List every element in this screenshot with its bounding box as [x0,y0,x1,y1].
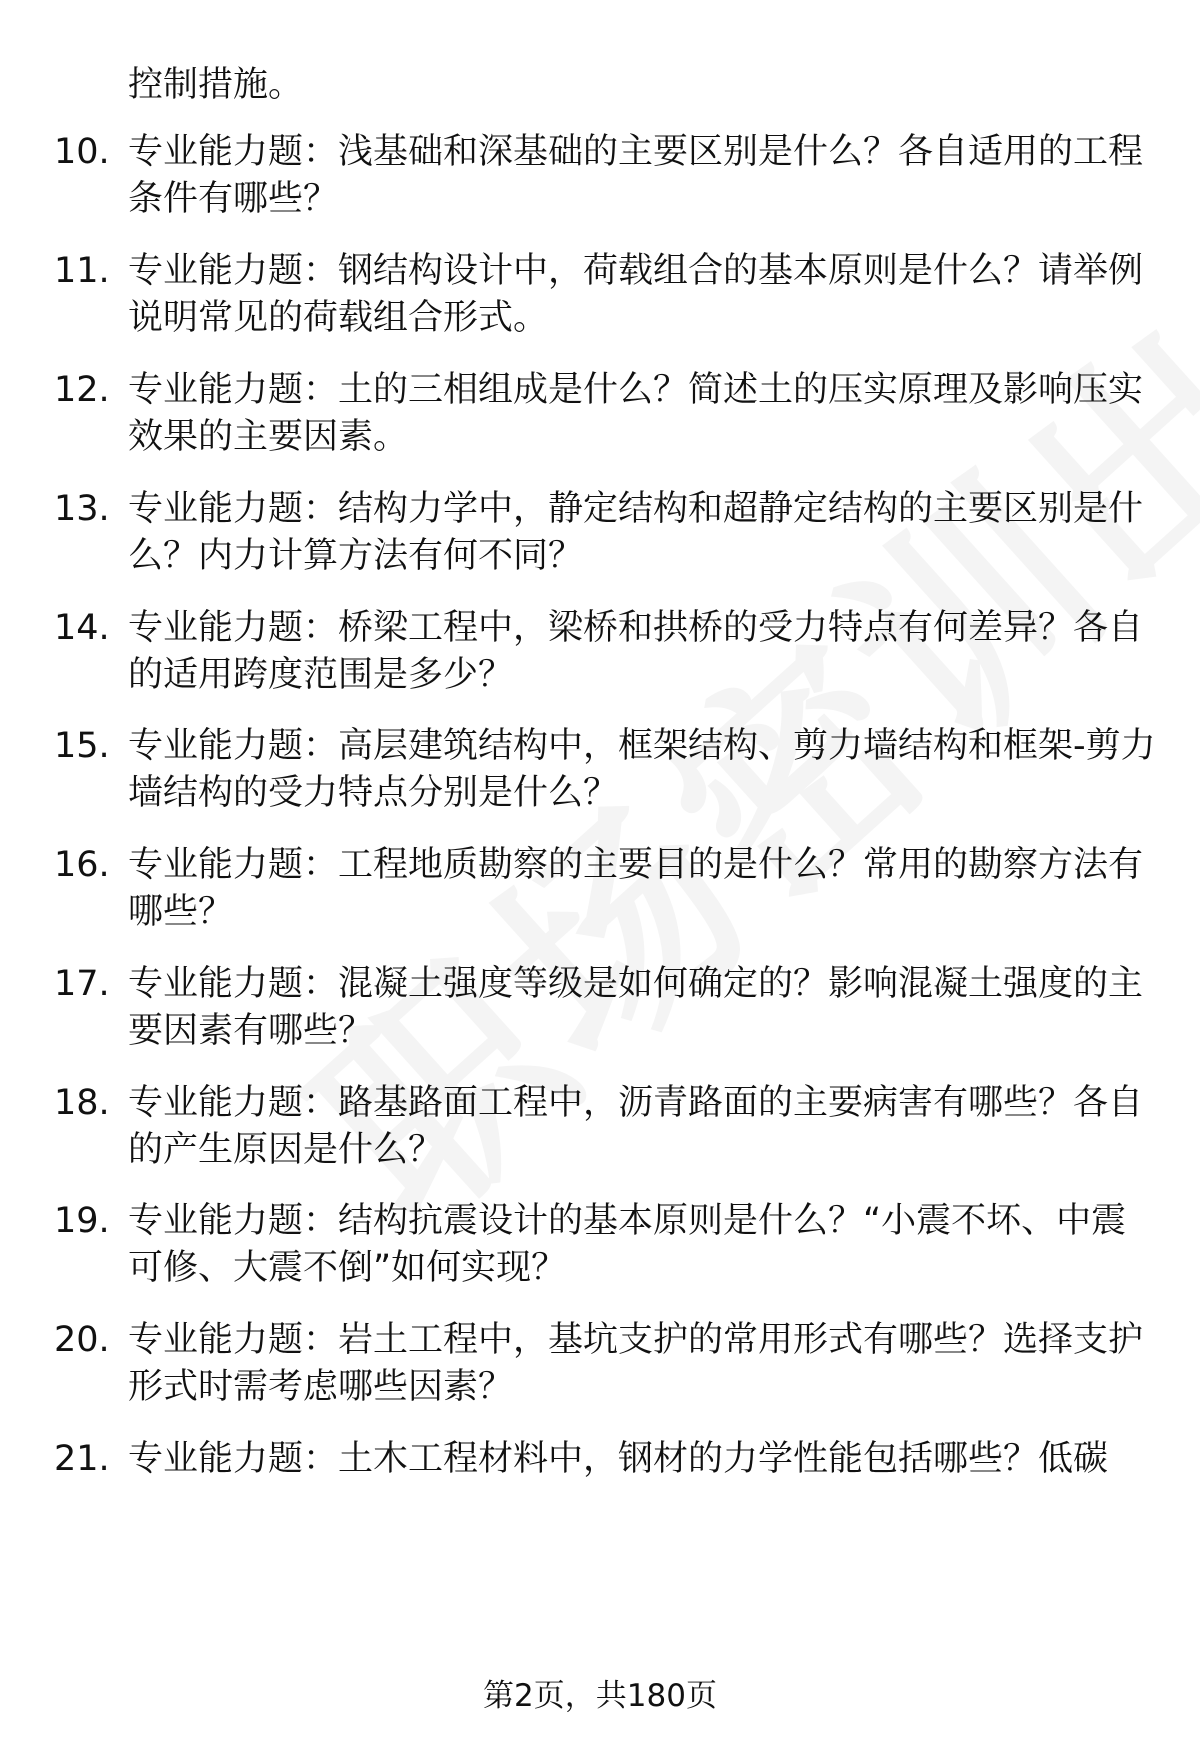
item-number: 13. [54,489,110,529]
page-footer: 第2页，共180页 [483,1678,717,1714]
item-text: 专业能力题：高层建筑结构中，框架结构、剪力墙结构和框架-剪力墙结构的受力特点分别是什么？ [128,726,1156,813]
item-number: 12. [54,370,110,410]
item-number: 18. [54,1083,110,1123]
item-text: 专业能力题：混凝土强度等级是如何确定的？影响混凝土强度的主要因素有哪些？ [128,964,1144,1051]
item-number: 17. [54,964,110,1004]
item-text: 专业能力题：浅基础和深基础的主要区别是什么？各自适用的工程条件有哪些？ [128,132,1144,219]
item-number: 16. [54,845,110,885]
item-text: 专业能力题：路基路面工程中，沥青路面的主要病害有哪些？各自的产生原因是什么？ [128,1083,1144,1170]
item-number: 15. [54,726,110,766]
item-number: 21. [54,1439,110,1479]
item-text: 专业能力题：岩土工程中，基坑支护的常用形式有哪些？选择支护形式时需考虑哪些因素？ [128,1320,1144,1407]
item-number: 11. [54,251,110,291]
item-number: 10. [54,132,110,172]
item-text: 专业能力题：工程地质勘察的主要目的是什么？常用的勘察方法有哪些？ [128,845,1144,932]
item-text: 专业能力题：桥梁工程中，梁桥和拱桥的受力特点有何差异？各自的适用跨度范围是多少？ [128,608,1144,695]
item-text: 专业能力题：钢结构设计中，荷载组合的基本原则是什么？请举例说明常见的荷载组合形式。 [128,251,1144,338]
item-text: 专业能力题：土的三相组成是什么？简述土的压实原理及影响压实效果的主要因素。 [128,370,1144,457]
item-text: 专业能力题：土木工程材料中，钢材的力学性能包括哪些？低碳 [128,1439,1109,1479]
item-number: 19. [54,1201,110,1241]
item-text: 专业能力题：结构抗震设计的基本原则是什么？“小震不坏、中震可修、大震不倒”如何实现？ [128,1201,1127,1288]
item-number: 20. [54,1320,110,1360]
continuation-text: 控制措施。 [128,65,304,105]
item-text: 专业能力题：结构力学中，静定结构和超静定结构的主要区别是什么？内力计算方法有何不同？ [128,489,1144,576]
item-number: 14. [54,608,110,648]
